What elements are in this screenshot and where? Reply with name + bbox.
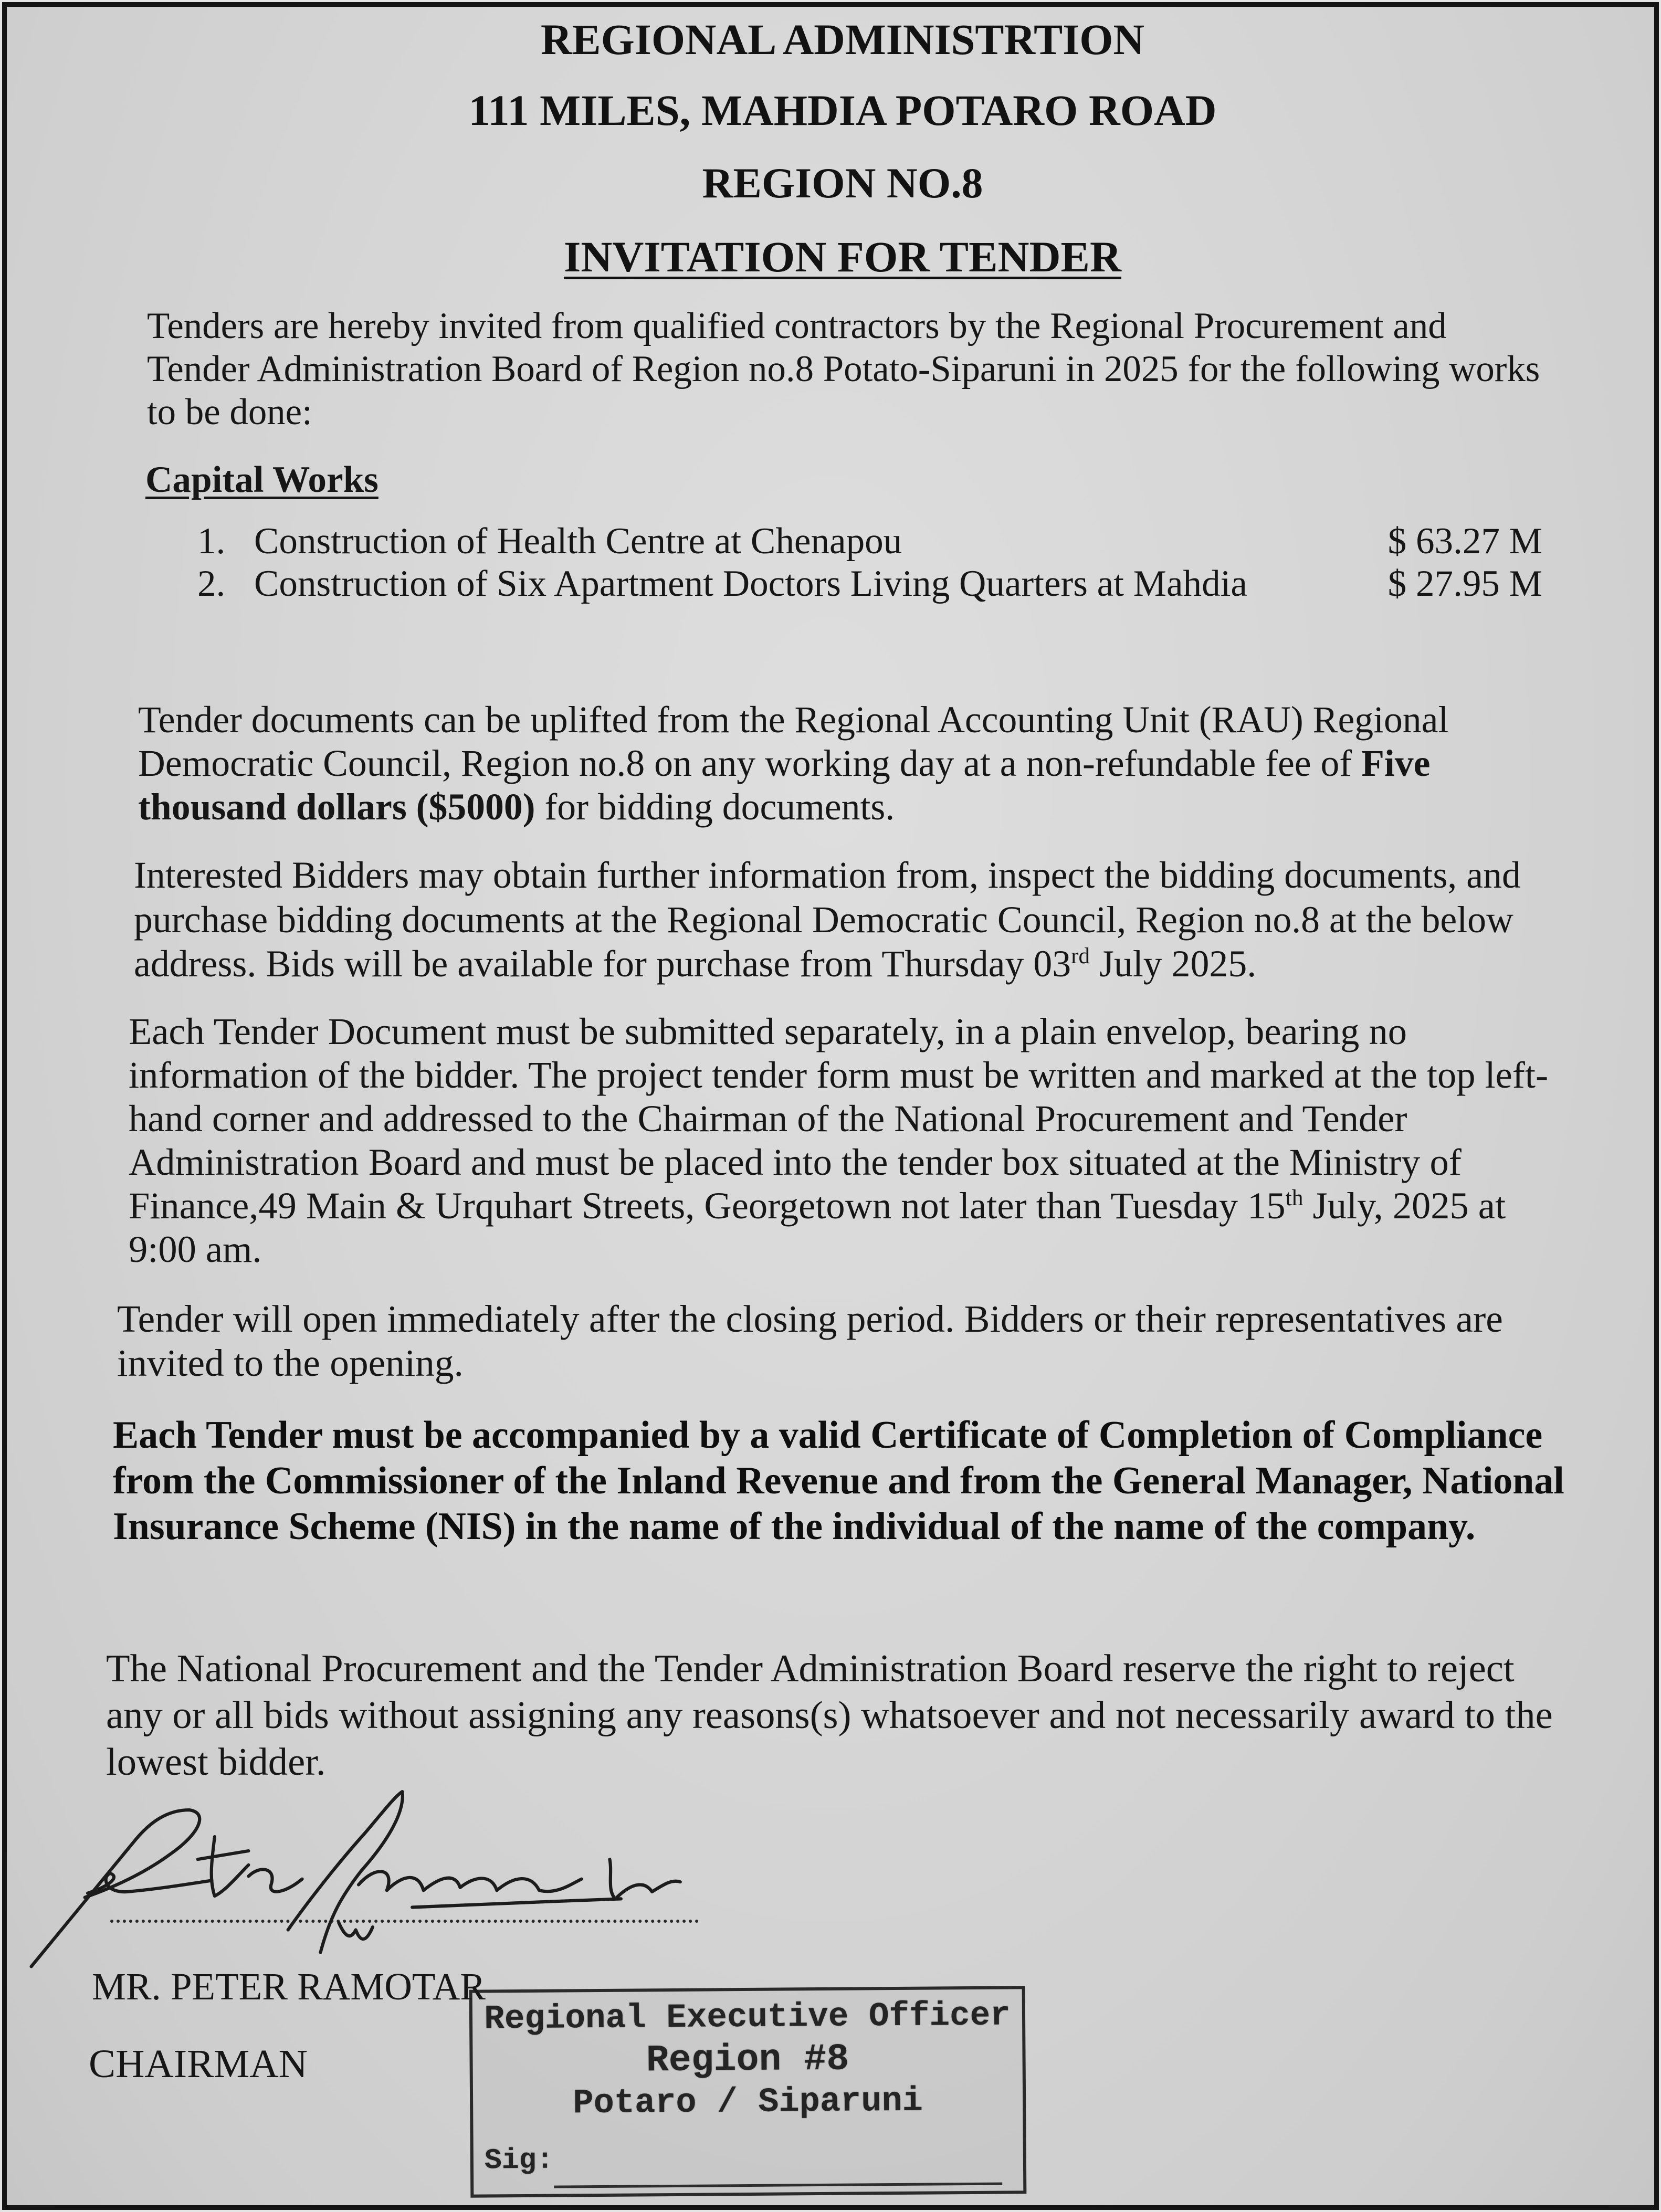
paragraph-line: Tender documents can be uplifted from the Regional Accounting Unit (RAU) Regional bbox=[138, 699, 1449, 741]
line-text: July, 2025 at bbox=[1303, 1184, 1506, 1227]
further-information-paragraph bbox=[134, 853, 1521, 986]
intro-line: Tender Administration Board of Region no.8 Potato-Siparuni in 2025 for the following works bbox=[147, 349, 1540, 389]
stamp-sig-label: Sig: bbox=[484, 2144, 554, 2177]
stamp-region: Region #8 bbox=[646, 2038, 849, 2082]
paragraph-line: Tender will open immediately after the closing period. Bidders or their representatives are bbox=[117, 1298, 1503, 1340]
signatory-title: CHAIRMAN bbox=[89, 2041, 308, 2086]
line-text: for bidding documents. bbox=[535, 786, 895, 828]
paragraph-line: any or all bids without assigning any reasons(s) whatsoever and not necessarily award to the bbox=[106, 1694, 1553, 1737]
paragraph-line: Insurance Scheme (NIS) in the name of the individual of the name of the company. bbox=[113, 1504, 1476, 1547]
submission-paragraph bbox=[129, 1009, 1548, 1271]
capital-works-heading: Capital Works bbox=[145, 459, 379, 500]
paragraph-line: Each Tender Document must be submitted separately, in a plain envelop, bearing no bbox=[129, 1010, 1407, 1052]
paragraph-line: The National Procurement and the Tender Administration Board reserve the right to reject bbox=[106, 1647, 1515, 1690]
signatory-name: MR. PETER RAMOTAR bbox=[92, 1965, 486, 2008]
paragraph-line: lowest bidder. bbox=[106, 1741, 326, 1784]
paragraph-line: purchase bidding documents at the Regional Democratic Council, Region no.8 at the below bbox=[134, 898, 1513, 941]
paragraph-line: Interested Bidders may obtain further information from, inspect the bidding documents, and bbox=[134, 854, 1521, 896]
org-address: 111 MILES, MAHDIA POTARO ROAD bbox=[468, 86, 1217, 134]
paragraph-line: hand corner and addressed to the Chairman of the National Procurement and Tender bbox=[129, 1097, 1407, 1140]
stamp-office: Regional Executive Officer bbox=[484, 1997, 1011, 2039]
line-text: Finance,49 Main & Urquhart Streets, Georgetown not later than Tuesday 15 bbox=[129, 1184, 1286, 1227]
intro-paragraph bbox=[147, 304, 1540, 434]
intro-line: to be done: bbox=[147, 392, 312, 433]
ordinal-suffix: th bbox=[1285, 1185, 1303, 1210]
tender-documents-paragraph bbox=[138, 698, 1448, 829]
paragraph-line bbox=[134, 942, 1521, 986]
document-title: INVITATION FOR TENDER bbox=[564, 233, 1121, 281]
list-item bbox=[0, 563, 1661, 605]
fee-amount-bold: Five bbox=[1361, 742, 1431, 784]
org-name: REGIONAL ADMINISTRTION bbox=[540, 15, 1145, 64]
ordinal-suffix: rd bbox=[1071, 944, 1090, 969]
opening-paragraph bbox=[117, 1297, 1503, 1385]
signature-dotted-line bbox=[110, 1920, 699, 1923]
paragraph-line: invited to the opening. bbox=[117, 1342, 464, 1384]
paragraph-line bbox=[138, 785, 1448, 829]
reservation-paragraph bbox=[106, 1646, 1553, 1786]
item-description: Construction of Six Apartment Doctors Living Quarters at Mahdia bbox=[254, 563, 1247, 604]
official-stamp bbox=[469, 1986, 1027, 2197]
region-label: REGION NO.8 bbox=[702, 159, 983, 207]
fee-amount-bold: thousand dollars ($5000) bbox=[138, 786, 535, 828]
stamp-sig-line bbox=[554, 2183, 1002, 2188]
line-text: address. Bids will be available for purchase from Thursday 03 bbox=[134, 943, 1071, 985]
stamp-area: Potaro / Siparuni bbox=[573, 2081, 923, 2123]
item-number: 1. bbox=[197, 521, 226, 562]
paragraph-line bbox=[138, 742, 1448, 785]
paragraph-line: Administration Board and must be placed into the tender box situated at the Ministry of bbox=[129, 1141, 1462, 1183]
item-amount: $ 27.95 M bbox=[1387, 563, 1542, 604]
paragraph-line bbox=[129, 1184, 1548, 1227]
intro-line: Tenders are hereby invited from qualified contractors by the Regional Procurement and bbox=[147, 306, 1447, 346]
paragraph-line: 9:00 am. bbox=[129, 1228, 262, 1270]
item-amount: $ 63.27 M bbox=[1387, 521, 1542, 562]
list-item bbox=[0, 520, 1661, 563]
paragraph-line: Each Tender must be accompanied by a valid Certificate of Completion of Compliance bbox=[113, 1413, 1543, 1456]
compliance-paragraph bbox=[113, 1412, 1564, 1549]
capital-works-list bbox=[0, 520, 1661, 605]
line-text: July 2025. bbox=[1090, 943, 1257, 985]
paragraph-line: from the Commissioner of the Inland Revenue and from the General Manager, National bbox=[113, 1459, 1564, 1502]
item-number: 2. bbox=[197, 563, 226, 604]
paragraph-line: information of the bidder. The project tender form must be written and marked at the top left- bbox=[129, 1054, 1549, 1096]
item-description: Construction of Health Centre at Chenapou bbox=[254, 521, 902, 562]
line-text: Democratic Council, Region no.8 on any working day at a non-refundable fee of bbox=[138, 742, 1362, 784]
